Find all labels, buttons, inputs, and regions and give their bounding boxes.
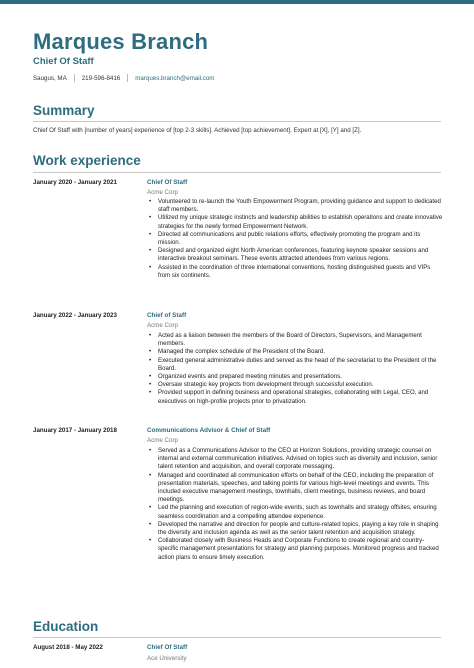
bullet-item: • Managed and coordinated all communication efforts on behalf of the CEO, including the preparation of presentation materials, speeches, and talking points for various high-level meetings and events. This included executive management meetings, townhalls, client meetings, business reviews, and board meetings.: [147, 472, 443, 505]
job-company: Acme Corp: [147, 437, 178, 444]
job-company: Acme Corp: [147, 189, 178, 196]
job-title: Communications Advisor & Chief of Staff: [147, 427, 271, 434]
experience-heading: Work experience: [33, 153, 141, 168]
bullet-item: • Executed general administrative duties and served as the head of the secretariat to the President of the Board.: [147, 357, 443, 373]
candidate-title: Chief Of Staff: [33, 56, 94, 67]
contact-divider: [74, 74, 75, 82]
bullet-item: • Volunteered to re-launch the Youth Empowerment Program, providing guidance and support to dedicated staff members.: [147, 198, 443, 214]
job-title: Chief of Staff: [147, 312, 187, 319]
summary-heading: Summary: [33, 103, 95, 118]
bullet-item: • Directed all communications and public relations efforts, effectively promoting the program and its mission.: [147, 231, 443, 247]
education-school: Ace University: [147, 655, 187, 662]
education-title: Chief Of Staff: [147, 644, 188, 651]
bullet-item: • Acted as a liaison between the members of the Board of Directors, Supervisors, and Management members.: [147, 332, 443, 348]
job-bullets: [147, 198, 443, 280]
education-heading: Education: [33, 619, 99, 634]
education-dates: August 2018 - May 2022: [33, 644, 103, 651]
bullet-item: • Designed and organized eight North American conferences, featuring keynote speaker sessions and interactive breakout seminars. These events attracted attendees from various regions.: [147, 247, 443, 263]
bullet-item: • Served as a Communications Advisor to the CEO at Horizon Solutions, providing strategic counsel on internal and external communication initiatives. Advised on topics such as diversity and inclusion, senior talent retention and acquisition, and overall corporate messaging.: [147, 447, 443, 472]
bullet-item: • Led the planning and execution of region-wide events, such as townhalls and strategy offsites, ensuring seamless coordination and a compelling attendee experience.: [147, 504, 443, 520]
job-company: Acme Corp: [147, 322, 178, 329]
education-divider: [33, 637, 441, 638]
bullet-item: • Organized events and prepared meeting minutes and presentations.: [147, 373, 443, 381]
summary-divider: [33, 121, 441, 122]
summary-text: Chief Of Staff with [number of years] experience of [top 2-3 skills]. Achieved [top achievement]. Expert at [X], [Y] and [Z].: [33, 127, 362, 134]
email-link[interactable]: marques.branch@email.com: [135, 74, 215, 82]
job-bullets: [147, 447, 443, 562]
experience-divider: [33, 172, 441, 173]
bullet-item: • Oversaw strategic key projects from development through successful execution.: [147, 381, 443, 389]
job-dates: January 2020 - January 2021: [33, 179, 117, 186]
location-text: Saugus, MA: [33, 74, 67, 82]
job-dates: January 2017 - January 2018: [33, 427, 117, 434]
bullet-item: • Assisted in the coordination of three international conventions, hosting distinguished guests and VIPs from six continents.: [147, 264, 443, 280]
header-accent-bar: [0, 0, 474, 4]
candidate-name: Marques Branch: [33, 29, 209, 54]
bullet-item: • Managed the complex schedule of the President of the Board.: [147, 348, 443, 356]
contact-line: [33, 74, 214, 82]
job-bullets: [147, 332, 443, 406]
job-dates: January 2022 - January 2023: [33, 312, 117, 319]
bullet-item: • Developed the narrative and direction for people and culture-related topics, playing a key role in shaping the diversity and inclusion agenda as well as the senior talent retention and acquisition strategy.: [147, 521, 443, 537]
phone-text[interactable]: 219-596-8416: [81, 74, 121, 82]
bullet-item: • Provided support in defining business and operational strategies, collaborating with Legal, CEO, and executives on high-profile projects prior to privatization.: [147, 389, 443, 405]
job-title: Chief Of Staff: [147, 179, 188, 186]
contact-divider: [127, 74, 128, 82]
bullet-item: • Utilized my unique strategic instincts and leadership abilities to establish operations and create innovative strategies for the newly formed Empowerment Network.: [147, 214, 443, 230]
bullet-item: • Collaborated closely with Business Heads and Corporate Functions to create regional and country-specific management presentations for strategy and planning purposes. Monitored progress and tracked action plans to ensure timely execution.: [147, 537, 443, 562]
